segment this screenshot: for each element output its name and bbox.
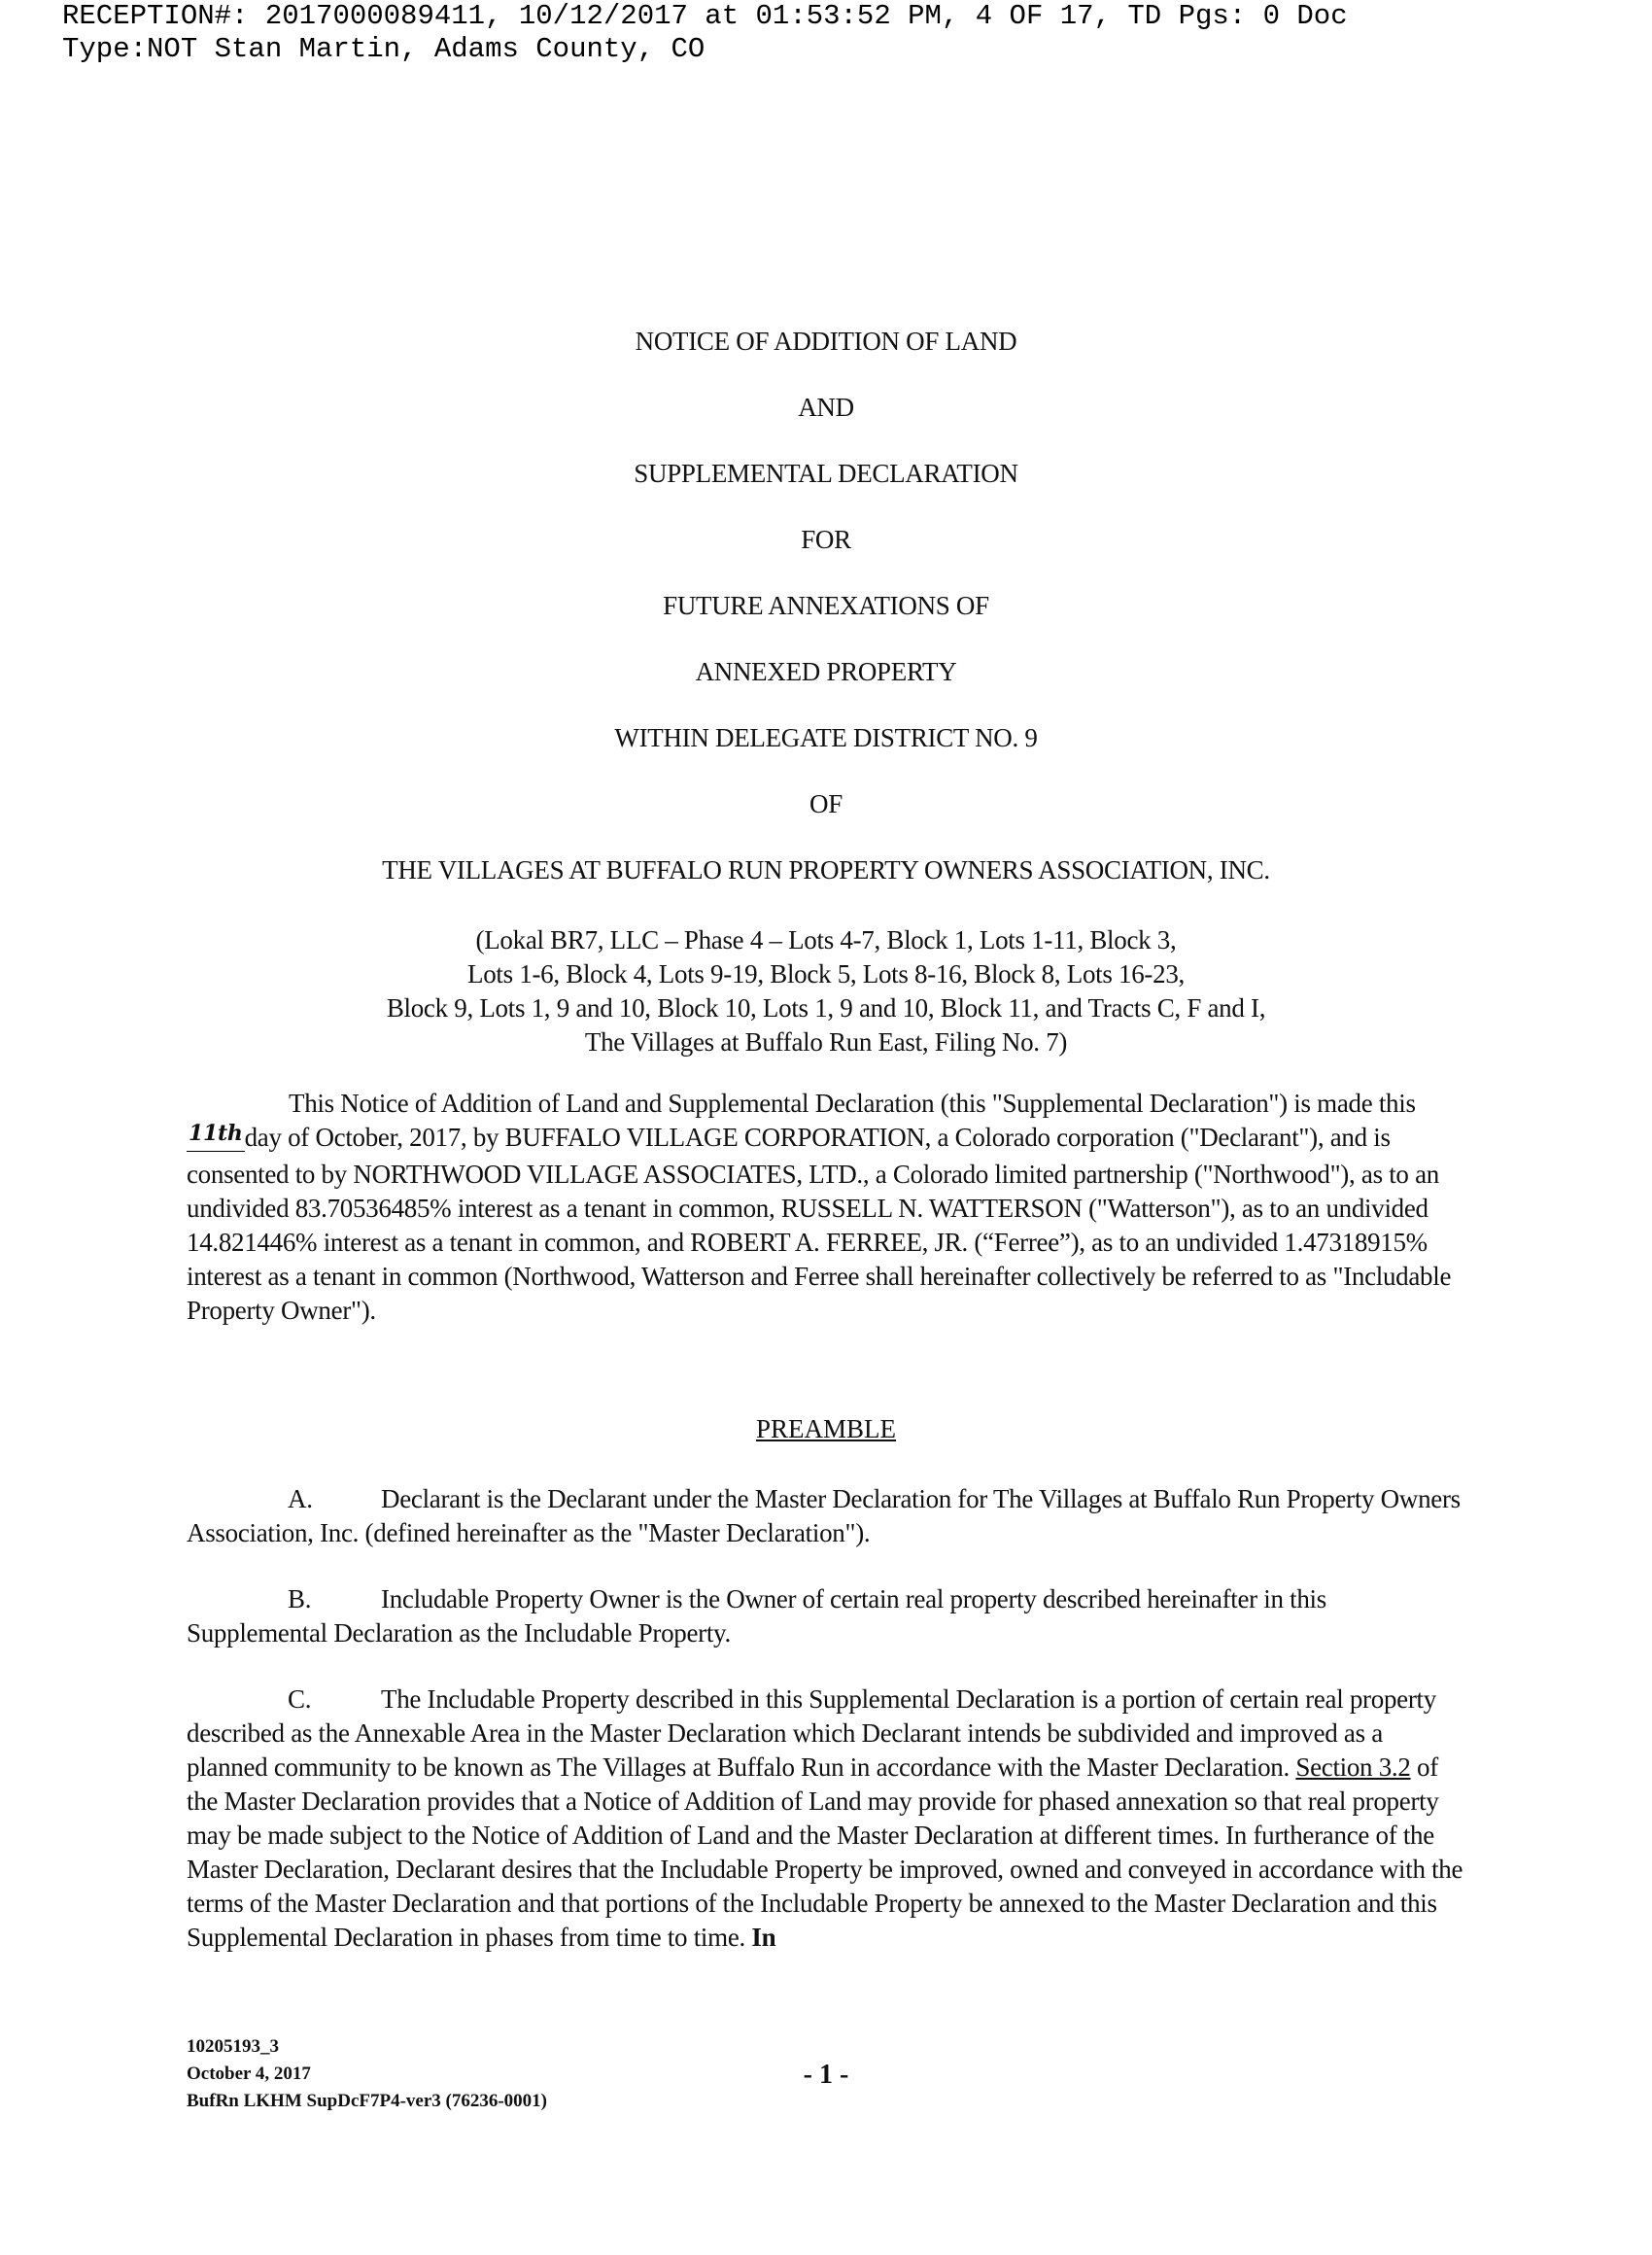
document-title-block (0, 327, 1652, 921)
preamble-paragraph-a (187, 1482, 1469, 1550)
preamble-paragraph-c (187, 1683, 1469, 1955)
title-line: FUTURE ANNEXATIONS OF (663, 591, 989, 620)
paragraph-text: Includable Property Owner is the Owner of certain real property described hereinafter in this Supplemental Declaration as the Includable Property. (187, 1584, 1326, 1648)
title-line: NOTICE OF ADDITION OF LAND (635, 327, 1017, 356)
paragraph-label: C. (288, 1684, 312, 1714)
paragraph-label: A. (288, 1484, 313, 1513)
intro-text-after-day: day of October, 2017, by BUFFALO VILLAGE CORPORATION, a Colorado corporation ("Declarant"), and is consented to by NORTHWOOD VILLAGE ASSOCIATES, LTD., a Colorado limited partnership ("Northwood"), as to an undivided 83.70536485% interest as a tenant in common, RUSSELL N. WATTERSON ("Watterson"), as to an undivided 14.821446% interest as a tenant in common, and ROBERT A. FERREE, JR. (“Ferree”), as to an undivided 1.47318915% interest as a tenant in common (Northwood, Watterson and Ferree shall hereinafter collectively be referred to as "Includable Property Owner"). (187, 1123, 1452, 1325)
footer-date: October 4, 2017 (187, 2064, 311, 2084)
intro-text-before-day: This Notice of Addition of Land and Supplemental Declaration (this "Supplemental Declaration") is made this (289, 1089, 1416, 1118)
handwritten-day: 11th (187, 1117, 245, 1152)
preamble-heading: PREAMBLE (755, 1414, 897, 1443)
title-line: THE VILLAGES AT BUFFALO RUN PROPERTY OWNERS ASSOCIATION, INC. (382, 855, 1270, 885)
recording-stamp-line-2: Type:NOT Stan Martin, Adams County, CO (62, 33, 706, 65)
property-description-line: Lots 1-6, Block 4, Lots 9-19, Block 5, Lots 8-16, Block 8, Lots 16-23, (467, 959, 1185, 989)
property-description-line: (Lokal BR7, LLC – Phase 4 – Lots 4-7, Block 1, Lots 1-11, Block 3, (475, 925, 1177, 954)
title-line: WITHIN DELEGATE DISTRICT NO. 9 (614, 723, 1038, 752)
paragraph-text: The Includable Property described in this Supplemental Declaration is a portion of certain real property described as the Annexable Area in the Master Declaration which Declarant intends be subdivided and improved as a planned community to be known as The Villages at Buffalo Run in accordance with the Master Declaration. (187, 1684, 1436, 1782)
recording-stamp (62, 0, 1348, 66)
property-description-line: The Villages at Buffalo Run East, Filing No. 7) (584, 1027, 1068, 1057)
title-line: FOR (801, 525, 851, 554)
title-line: AND (798, 393, 854, 422)
footer-doc-number: 10205193_3 (187, 2036, 279, 2057)
recording-stamp-line-1: RECEPTION#: 2017000089411, 10/12/2017 at 01:53:52 PM, 4 OF 17, TD Pgs: 0 Doc (62, 0, 1348, 32)
property-description (0, 923, 1652, 1059)
preamble-paragraph-b (187, 1582, 1469, 1650)
page-number: - 1 - (803, 2060, 849, 2090)
intro-paragraph (187, 1087, 1469, 1328)
footer-file-reference: BufRn LKHM SupDcF7P4-ver3 (76236-0001) (187, 2091, 548, 2111)
property-description-line: Block 9, Lots 1, 9 and 10, Block 10, Lots 1, 9 and 10, Block 11, and Tracts C, F and I, (386, 993, 1266, 1023)
title-line: ANNEXED PROPERTY (695, 657, 957, 686)
paragraph-text: of the Master Declaration provides that a Notice of Addition of Land may provide for phased annexation so that real property may be made subject to the Notice of Addition of Land and the Master Declaration at different times. In furtherance of the Master Declaration, Declarant desires that the Includable Property be improved, owned and conveyed in accordance with the terms of the Master Declaration and that portions of the Includable Property be annexed to the Master Declaration and this Supplemental Declaration in phases from time to time. (187, 1752, 1463, 1952)
paragraph-label: B. (288, 1584, 312, 1613)
title-line: OF (809, 789, 843, 818)
paragraph-text: Declarant is the Declarant under the Master Declaration for The Villages at Buffalo Run Property Owners Association, Inc. (defined hereinafter as the "Master Declaration"). (187, 1484, 1461, 1547)
paragraph-trailing-text: In (751, 1923, 776, 1952)
title-line: SUPPLEMENTAL DECLARATION (634, 459, 1018, 488)
section-reference: Section 3.2 (1295, 1752, 1411, 1782)
